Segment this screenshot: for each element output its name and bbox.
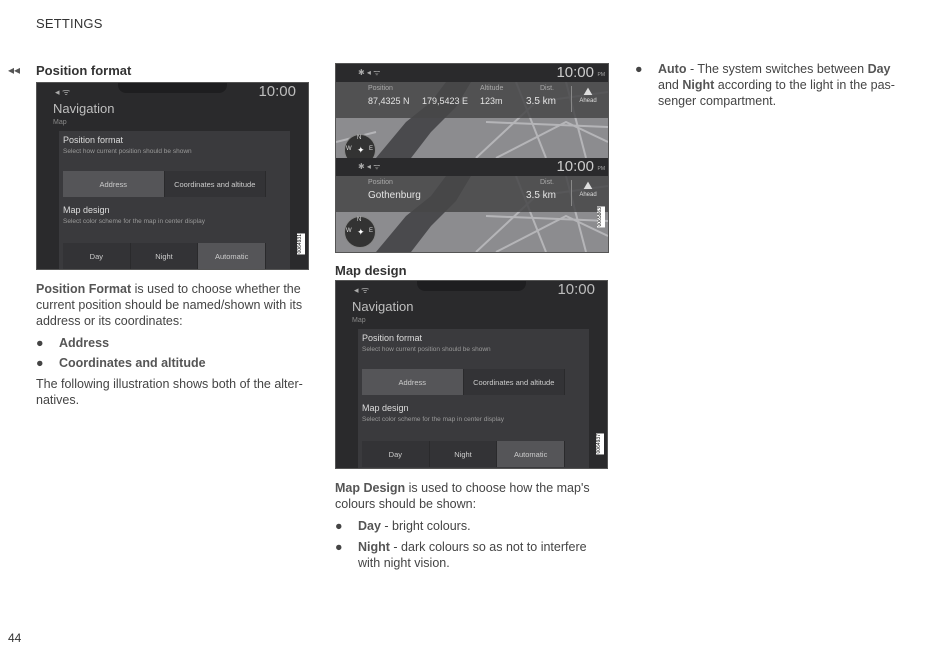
screen-subtitle: Map [53, 119, 67, 126]
option-automatic[interactable]: Automatic [198, 243, 266, 269]
page-header: SETTINGS [36, 16, 103, 31]
image-code: 0064931 [297, 234, 303, 254]
map-design-desc: Select color scheme for the map in center display [362, 416, 504, 423]
position-info-box: Position Gothenburg Dist. 3.5 km ⛰ Ahead [336, 176, 608, 212]
bullet-night: ● Night - dark colours so as not to interfere with night vision. [335, 540, 587, 570]
page-number: 44 [8, 631, 22, 645]
option-automatic[interactable]: Automatic [497, 441, 565, 467]
illustration-paragraph: The following illustration shows both of the alter- natives. [36, 377, 303, 407]
status-icons: ✱ ◂ ᯤ [358, 162, 381, 171]
screen-title: Navigation [53, 101, 115, 116]
clock: 10:00 [556, 64, 594, 81]
section-heading-map-design: Map design [335, 263, 407, 278]
position-format-options [362, 369, 565, 395]
option-day[interactable]: Day [63, 243, 131, 269]
map-design-label: Map design [63, 205, 110, 215]
position-format-paragraph: Position Format is used to choose whether the current position should be named/shown with its address or its coordinates: [36, 282, 303, 328]
option-night[interactable]: Night [430, 441, 498, 467]
bullet-coordinates: ● Coordinates and altitude [36, 356, 206, 370]
compass-icon: N W E ✦ [344, 134, 376, 158]
status-icons: ◂ ᯤ [55, 87, 71, 97]
position-format-label: Position format [362, 333, 423, 343]
image-code: 0064937 [596, 434, 602, 454]
map-design-options [362, 441, 565, 467]
clock: 10:00 [258, 83, 296, 100]
position-format-label: Position format [63, 135, 124, 145]
option-night[interactable]: Night [131, 243, 199, 269]
status-icons: ◂ ᯤ [354, 285, 370, 295]
bullet-auto: ● Auto - The system switches between Day and Night according to the light in the pas- senger compartment. [635, 62, 895, 108]
screen-subtitle: Map [352, 317, 366, 324]
clock: 10:00 [556, 158, 594, 175]
double-left-arrow-icon[interactable]: ◂◂ [8, 63, 21, 77]
clock: 10:00 [557, 281, 595, 298]
navigation-settings-screen-2 [335, 280, 608, 469]
status-icons: ✱ ◂ ᯤ [358, 68, 381, 77]
option-coordinates[interactable]: Coordinates and altitude [165, 171, 267, 197]
bullet-address: ● Address [36, 336, 110, 350]
bullet-day: ● Day - bright colours. [335, 519, 471, 533]
option-address[interactable]: Address [362, 369, 464, 395]
option-day[interactable]: Day [362, 441, 430, 467]
map-view-coordinates [336, 82, 608, 158]
settings-card [358, 329, 589, 468]
settings-card [59, 131, 290, 269]
option-coordinates[interactable]: Coordinates and altitude [464, 369, 566, 395]
map-design-label: Map design [362, 403, 409, 413]
map-design-desc: Select color scheme for the map in center display [63, 218, 205, 225]
position-info-box: Position 87,4325 N 179,5423 E Altitude 123m Dist. 3.5 km ⛰ Ahead [336, 82, 608, 118]
position-format-desc: Select how current position should be shown [63, 148, 192, 155]
route-ahead-icon: ⛰ Ahead [571, 180, 604, 206]
map-view-address [336, 176, 608, 252]
map-design-paragraph: Map Design is used to choose how the map's colours should be shown: [335, 481, 590, 511]
position-format-desc: Select how current position should be shown [362, 346, 491, 353]
screen-title: Navigation [352, 299, 414, 314]
navigation-settings-screen [36, 82, 309, 270]
position-format-options [63, 171, 266, 197]
map-design-options [63, 243, 266, 269]
section-heading-position-format: Position format [36, 63, 132, 78]
map-illustration: ✱ ◂ ᯤ 10:00 PM Position 87,4325 N 179,5423 E Altitude 123m Dist. 3.5 km ⛰ Ahead N W E ✦ ✱ ◂ ᯤ 10:00 PM Position Gothenburg Dist. 3.5 km ⛰ Ahead N W E ✦ 0065863 [335, 63, 609, 253]
image-code: 0065863 [597, 207, 603, 227]
route-ahead-icon: ⛰ Ahead [571, 86, 604, 112]
option-address[interactable]: Address [63, 171, 165, 197]
compass-icon: N W E ✦ [344, 216, 376, 248]
